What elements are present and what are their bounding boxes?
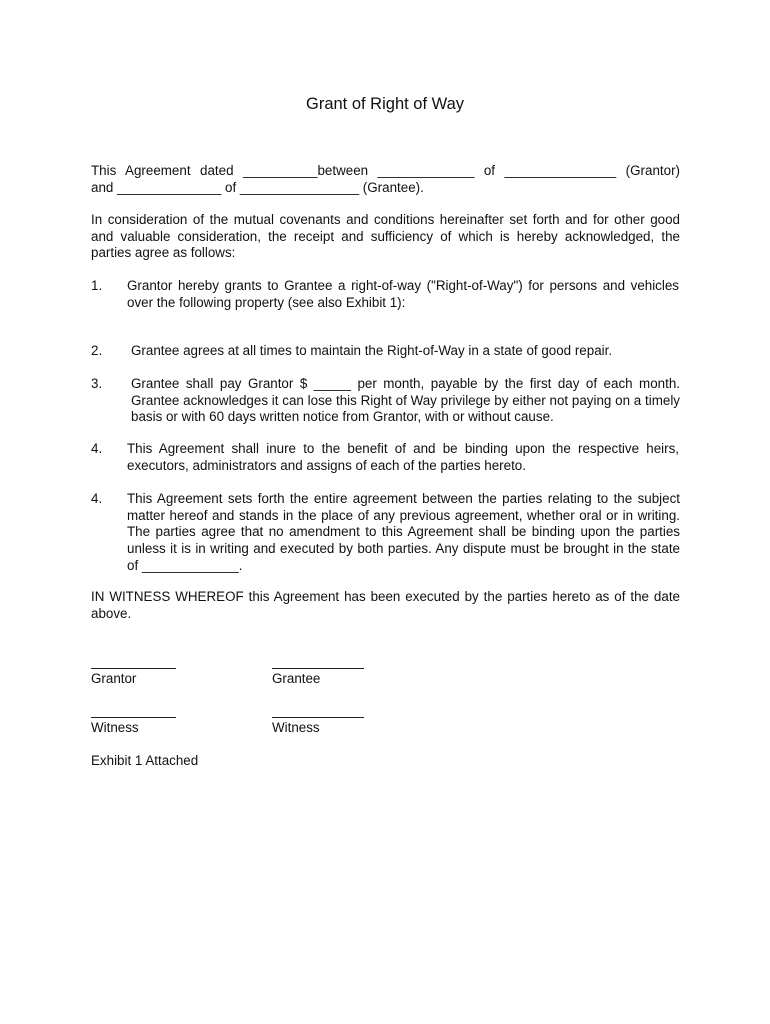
clause-2-number: 2. bbox=[91, 343, 103, 358]
witness-1-signature-line[interactable] bbox=[91, 717, 176, 718]
clause-1-number: 1. bbox=[91, 278, 103, 293]
document-title: Grant of Right of Way bbox=[305, 95, 465, 113]
grantor-label: Grantor bbox=[91, 671, 137, 686]
witness-clause: IN WITNESS WHEREOF this Agreement has been executed by the parties hereto as of the date above. bbox=[91, 589, 680, 621]
clause-1-text: Grantor hereby grants to Grantee a right-of-way ("Right-of-Way") for persons and vehicles over the following property (see also Exhibit 1): bbox=[127, 278, 679, 310]
clause-4-number: 4. bbox=[91, 441, 103, 456]
grantee-signature-line[interactable] bbox=[272, 668, 364, 669]
exhibit-note: Exhibit 1 Attached bbox=[91, 753, 199, 768]
clause-3-text: Grantee shall pay Grantor $ _____ per month, payable by the first day of each month. Grantee acknowledges it can lose this Right of Way privilege by either not paying on a timely basis or with 60 days written notice from Grantor, with or without cause. bbox=[131, 376, 680, 425]
grantee-label: Grantee bbox=[272, 671, 321, 686]
witness-2-label: Witness bbox=[272, 720, 320, 735]
witness-1-label: Witness bbox=[91, 720, 139, 735]
witness-2-signature-line[interactable] bbox=[272, 717, 364, 718]
clause-2-text: Grantee agrees at all times to maintain the Right-of-Way in a state of good repair. bbox=[131, 343, 613, 358]
clause-5-number: 4. bbox=[91, 491, 103, 506]
clause-4-text: This Agreement shall inure to the benefit of and be binding upon the respective heirs, executors, administrators and assigns of each of the parties hereto. bbox=[127, 441, 679, 473]
consideration-paragraph: In consideration of the mutual covenants and conditions hereinafter set forth and for other good and valuable consideration, the receipt and sufficiency of which is hereby acknowledged, the parties agree as follows: bbox=[91, 212, 680, 261]
intro-line-2: and ______________ of ________________ (Grantee). bbox=[91, 180, 424, 195]
intro-line-1: This Agreement dated __________between _____________ of _______________ (Grantor) bbox=[91, 163, 680, 178]
clause-5-text: This Agreement sets forth the entire agreement between the parties relating to the subject matter hereof and stands in the place of any previous agreement, whether oral or in writing. The parties agree that no amendment to this Agreement shall be binding upon the parties unless it is in writing and executed by both parties. Any dispute must be brought in the state of _____________. bbox=[127, 491, 680, 573]
clause-3-number: 3. bbox=[91, 376, 103, 391]
grantor-signature-line[interactable] bbox=[91, 668, 176, 669]
